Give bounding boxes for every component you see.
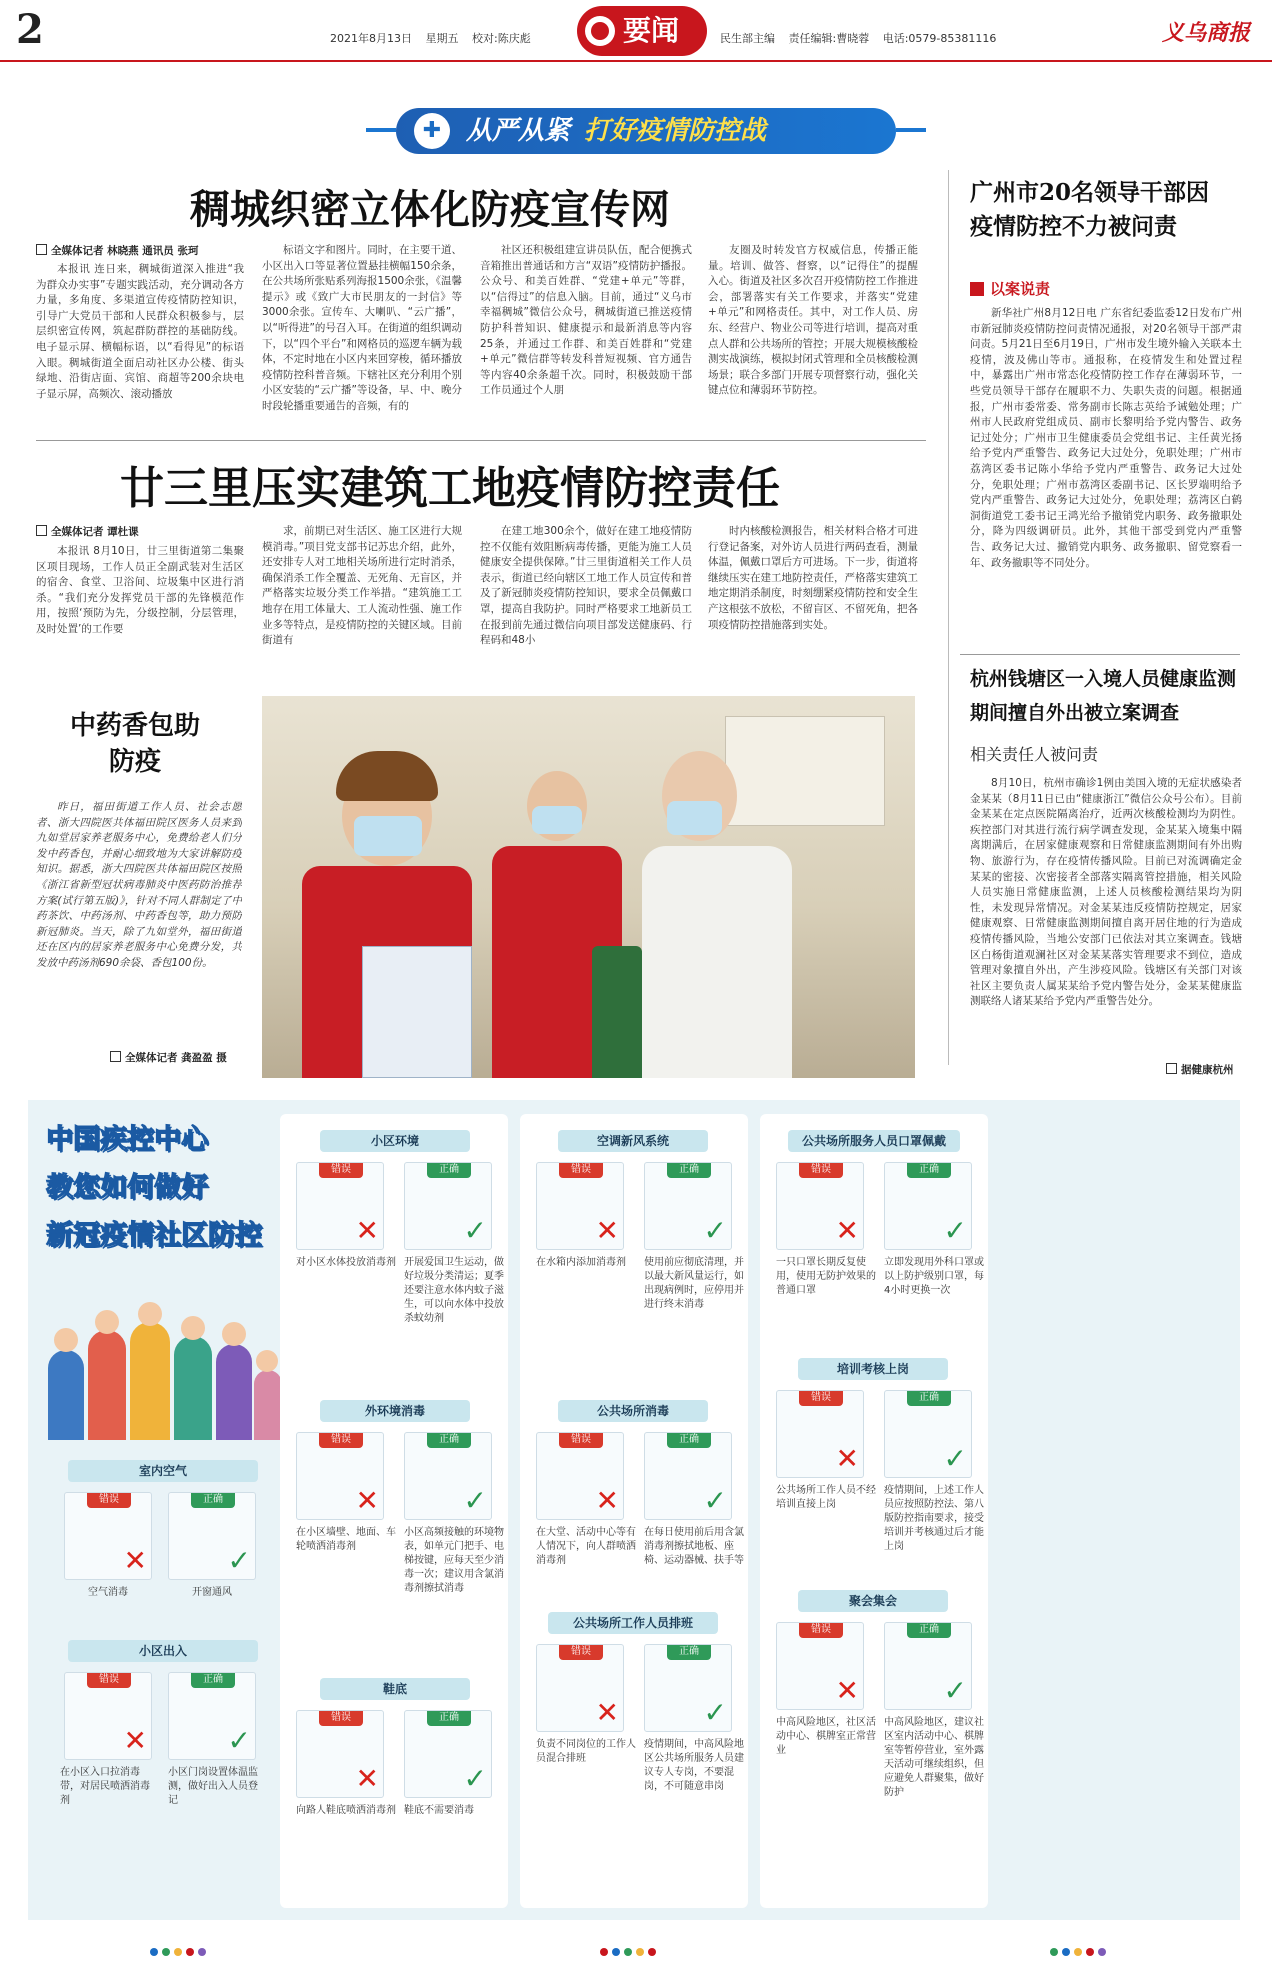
- bad-example-card: 错误 ✕: [536, 1644, 624, 1732]
- bad-caption: 向路人鞋底喷洒消毒剂: [296, 1805, 396, 1816]
- editor-dept: 民生部主编: [720, 32, 775, 45]
- cross-icon: ✕: [123, 1544, 147, 1577]
- article2-col3: 在建工地300余个，做好在建工地疫情防控不仅能有效阻断病毒传播，更能为施工人员健康安全提供保障。”廿三里街道相关工作人员表示，街道已经向辖区工地工作人员宣传和普及了新冠肺炎疫情防控知识，要求全员佩戴口罩，提高自我防护。同时严格要求工地新员工在报到前先通过微信向项目部发送健康码、行程码和48小: [480, 525, 692, 647]
- banner-part1: 从严从紧: [466, 116, 571, 146]
- check-icon: ✓: [227, 1724, 251, 1757]
- sidebar1-title: 广州市20名领导干部因疫情防控不力被问责: [970, 179, 1210, 240]
- bad-example-card: 错误 ✕: [776, 1390, 864, 1478]
- bad-example-card: 错误 ✕: [296, 1432, 384, 1520]
- good-caption: 疫情期间，中高风险地区公共场所服务人员建议专人专岗，不要混岗，不可随意串岗: [644, 1739, 744, 1792]
- bad-caption: 对小区水体投放消毒剂: [296, 1257, 396, 1268]
- bad-caption: 在大堂、活动中心等有人情况下，向人群喷洒消毒剂: [536, 1527, 636, 1566]
- column-divider: [948, 170, 949, 1065]
- wall-notice: [725, 716, 885, 826]
- person-figure: [254, 1370, 282, 1440]
- article1-col1: 本报讯 连日来，稠城街道深入推进“我为群众办实事”专题实践活动，充分调动各方力量，多角度、多渠道宣传疫情防控知识，引导广大党员干部和人民群众积极参与，层层织密宣传网，筑起群防群控的基础防线。电子显示屏、横幅标语，以“看得见”的标语入眼。稠城街道全面启动社区办公楼、街头绿地、沿街店面、宾馆、商超等200余块电子显示屏，高频次、滚动播放: [36, 263, 244, 400]
- photo-story-title: 中药香包助防疫: [69, 711, 200, 777]
- article1-col4: 友圈及时转发官方权威信息，传播正能量。培训、做答、督察，以“记得住”的提醒入心。街道及社区多次召开疫情防控工作推进会，部署落实有关工作要求，并落实“党建+单元”和网格责任。其中，对工作人员、房东、经营户、物业公司等进行培训，提高对重点人群和公共场所的管控；开展大规模核酸检测实战演练，模拟封闭式管理和全员核酸检测场景；联合多部门开展专项督察行动，强化关键点位和薄弱环节防控。: [708, 244, 918, 397]
- good-example-card: 正确 ✓: [168, 1672, 256, 1760]
- gift-bag: [362, 946, 472, 1078]
- infographic-title: 中国疾控中心 教您如何做好 新冠疫情社区防控: [46, 1124, 262, 1251]
- proofreader: 校对:陈庆彪: [472, 32, 531, 45]
- check-icon: ✓: [703, 1214, 727, 1247]
- cross-icon: ✕: [835, 1674, 859, 1707]
- cross-icon: ✕: [595, 1484, 619, 1517]
- section-indoor-air: 室内空气: [68, 1460, 258, 1482]
- section-shoe-soles: 鞋底: [320, 1678, 470, 1700]
- editor-meta: [720, 30, 1006, 46]
- page-header: [0, 0, 1272, 62]
- person-head: [54, 1328, 78, 1352]
- banner-part2: 打好疫情防控战: [584, 116, 767, 146]
- bad-example-card: 错误 ✕: [776, 1162, 864, 1250]
- good-caption: 在每日使用前后用含氯消毒剂擦拭地板、座椅、运动器械、扶手等: [644, 1527, 744, 1566]
- article2-byline: 全媒体记者 谭杜课: [36, 524, 139, 539]
- sidebar1-tag: 以案说责: [970, 278, 1050, 299]
- cross-icon: ✕: [123, 1724, 147, 1757]
- person-head: [222, 1322, 246, 1346]
- article2-col1: 本报讯 8月10日，廿三里街道第二集聚区项目现场，工作人员正全副武装对生活区的宿舍、食堂、卫浴间、垃圾集中区进行消杀。“我们充分发挥党员干部的先锋模范作用，按照‘预防为先，分级控制，分层管理，及时处置’的工作要: [36, 545, 244, 635]
- good-example-card: 正确 ✓: [644, 1162, 732, 1250]
- person-head: [95, 1310, 119, 1334]
- article2-col2: 求，前期已对生活区、施工区进行大规模消毒。”项目党支部书记苏忠介绍，此外，还安排专人对工地相关场所进行定时消杀，确保消杀工作全覆盖、无死角、无盲区，并严格落实垃圾分类工作举措。“建筑施工工地存在用工体量大、工人流动性强、施工作业多等特点，是疫情防控的关键区域。目前街道有: [262, 525, 462, 647]
- section-public-disinfection: 公共场所消毒: [558, 1400, 708, 1422]
- issue-date: 2021年8月13日: [330, 32, 412, 45]
- bad-example-card: 错误 ✕: [64, 1492, 152, 1580]
- check-icon: ✓: [703, 1484, 727, 1517]
- bad-example-card: 错误 ✕: [64, 1672, 152, 1760]
- trash-bin: [592, 946, 642, 1078]
- good-caption: 中高风险地区，建议社区室内活动中心、棋牌室等暂停营业，室外露天活动可继续组织，但应避免人群聚集，做好防护: [884, 1717, 984, 1798]
- footer-dots: [1050, 1948, 1106, 1956]
- good-caption: 小区高频接触的环境物表，如单元门把手、电梯按键，应每天至少消毒一次；建议用含氯消毒剂擦拭消毒: [404, 1527, 504, 1594]
- cross-icon: ✕: [835, 1214, 859, 1247]
- cross-icon: ✕: [595, 1214, 619, 1247]
- section-name: 要闻: [623, 14, 680, 47]
- check-icon: ✓: [463, 1484, 487, 1517]
- good-caption: 立即发现用外科口罩或以上防护级别口罩，每4小时更换一次: [884, 1257, 984, 1296]
- article2-col4: 时内核酸检测报告，相关材料合格才可进行登记备案，对外访人员进行两码查看，测量体温，佩戴口罩后方可进场。下一步，街道将继续压实在建工地防控责任，严格落实建筑工地定期消杀制度，时刻绷紧疫情防控和安全生产这根弦不放松，不留盲区、不留死角，把各项疫情防控措施落到实处。: [708, 525, 918, 631]
- footer-dots: [150, 1948, 206, 1956]
- shield-icon: ✚: [414, 113, 450, 149]
- page-footer: [0, 1936, 1272, 1971]
- person-figure: [88, 1330, 126, 1440]
- cross-icon: ✕: [595, 1696, 619, 1729]
- person-figure: [48, 1350, 84, 1440]
- bad-example-card: 错误 ✕: [296, 1162, 384, 1250]
- check-icon: ✓: [943, 1214, 967, 1247]
- divider: [960, 654, 1240, 655]
- section-ventilation: 空调新风系统: [558, 1130, 708, 1152]
- bad-caption: 一只口罩长期反复使用，使用无防护效果的普通口罩: [776, 1257, 876, 1296]
- cross-icon: ✕: [355, 1484, 379, 1517]
- section-environment: 小区环境: [320, 1130, 470, 1152]
- photo-credit: 全媒体记者 龚盈盈 摄: [110, 1050, 227, 1065]
- bad-caption: 空气消毒: [88, 1587, 128, 1598]
- person-figure: [174, 1336, 212, 1440]
- newspaper-brand: 义乌商报: [1161, 20, 1250, 46]
- check-icon: ✓: [703, 1696, 727, 1729]
- good-example-card: 正确 ✓: [884, 1622, 972, 1710]
- bad-caption: 中高风险地区，社区活动中心、棋牌室正常营业: [776, 1717, 876, 1756]
- face-mask: [354, 816, 422, 856]
- good-caption: 小区门岗设置体温监测，做好出入人员登记: [168, 1767, 258, 1806]
- duty-editor: 责任编辑:曹晓蓉: [788, 32, 870, 45]
- bad-caption: 负责不同岗位的工作人员混合排班: [536, 1739, 636, 1764]
- check-icon: ✓: [943, 1442, 967, 1475]
- person-head: [181, 1316, 205, 1340]
- good-example-card: 正确 ✓: [404, 1162, 492, 1250]
- sidebar2-subtitle: 相关责任人被问责: [970, 745, 1099, 764]
- section-logo-icon: [585, 16, 615, 46]
- sidebar1-text: 新华社广州8月12日电 广东省纪委监委12日发布广州市新冠肺炎疫情防控问责情况通报，对20名领导干部严肃问责。5月21日至6月19日，广州市发生境外输入关联本土疫情，波及佛山等市。通报称，在疫情发生和处置过程中，暴露出广州市常态化疫情防控工作存在薄弱环节，一些党员领导干部存在履职不力、失职失责的问题。根据通报，广州市委常委、常务副市长陈志英给予诫勉处理；广州市人民政府党组成员、副市长黎明给予党内警告、政务记过处分；广州市卫生健康委员会党组书记、主任黄光扬给予党内严重警告、政务记大过处分，免职处理；广州市荔湾区委书记陈小华给予党内严重警告、政务记大过处分，免职处理；广州市荔湾区委副书记、区长罗端明给予党内严重警告、政务记大过处分，免职处理；荔湾区白鹤洞街道党工委书记王鸿光给予撤销党内职务、政务撤职处分，降为四级调研员。此外，其他干部受到党内严重警告、政务记大过、撤销党内职务、政务撤职、留党察看一年、政务撤职等不同处分。: [970, 307, 1242, 569]
- person-head: [138, 1302, 162, 1326]
- elder-shirt: [642, 846, 792, 1078]
- sidebar2-text: 8月10日，杭州市确诊1例由美国入境的无症状感染者金某某（8月11日已由“健康浙江”微信公众号公布）。目前金某某在定点医院隔离治疗，近两次核酸检测均为阴性。疾控部门对其进行流行病学调查发现，金某某入境集中隔离期满后，在居家健康观察和日常健康监测期间有外出购物、旅游行为，存在疫情传播风险。目前已对流调确定金某某的密接、次密接者全部落实隔离管控措施，相关风险人员实施日常健康监测，上述人员核酸检测结果均为阴性，未发现异常情况。对金某某违反疫情防控规定，居家健康观察、日常健康监测期间擅自离开居住地的行为造成疫情传播风险，当地公安部门已依法对其立案调查。钱塘区白杨街道观澜社区对金某某落实管理要求不到位，造成管理对象擅自外出，产生涉疫风险。钱塘区有关部门对该社区主要负责人属某某给予党内警告处分，金某某健康监测联络人诸某某给予党内严重警告处分。: [970, 777, 1242, 1008]
- check-icon: ✓: [943, 1674, 967, 1707]
- bad-caption: 在小区墙壁、地面、车轮喷洒消毒剂: [296, 1527, 396, 1552]
- good-caption: 鞋底不需要消毒: [404, 1805, 474, 1816]
- good-caption: 开展爱国卫生运动，做好垃圾分类清运；夏季还要注意水体内蚊子滋生，可以向水体中投放杀蚊幼剂: [404, 1257, 504, 1324]
- campaign-banner: [396, 108, 896, 154]
- editor-phone: 电话:0579-85381116: [882, 32, 997, 45]
- divider: [36, 440, 926, 441]
- check-icon: ✓: [463, 1762, 487, 1795]
- face-mask: [532, 806, 582, 834]
- person-figure: [130, 1322, 170, 1440]
- sidebar2-title: 杭州钱塘区一入境人员健康监测期间擅自外出被立案调查: [970, 668, 1237, 724]
- issue-weekday: 星期五: [425, 32, 459, 45]
- section-staff-shifts: 公共场所工作人员排班: [548, 1612, 718, 1634]
- infographic: [28, 1100, 1240, 1920]
- bad-example-card: 错误 ✕: [296, 1710, 384, 1798]
- sidebar2-source: 据健康杭州: [1166, 1062, 1234, 1077]
- good-example-card: 正确 ✓: [404, 1710, 492, 1798]
- person-figure: [216, 1344, 252, 1440]
- photo-story-text: 昨日，福田街道工作人员、社会志愿者、浙大四院医共体福田院区医务人员来到九如堂居家养老服务中心，免费给老人们分发中药香包，并耐心细致地为大家讲解防疫知识。据悉，浙大四院医共体福田院区按照《浙江省新型冠状病毒肺炎中医药防治推荐方案(试行第五版)》，针对不同人群制定了中药茶饮、中药汤剂、中药香包等，助力预防新冠肺炎。当天，除了九如堂外，福田街道还在区内的居家养老服务中心免费分发，共发放中药汤剂690余袋、香包100份。: [36, 801, 242, 969]
- article1-title: 稠城织密立体化防疫宣传网: [190, 186, 670, 233]
- bad-caption: 公共场所工作人员不经培训直接上岗: [776, 1485, 876, 1510]
- bad-caption: 在水箱内添加消毒剂: [536, 1257, 626, 1268]
- section-training: 培训考核上岗: [798, 1358, 948, 1380]
- good-example-card: 正确 ✓: [884, 1162, 972, 1250]
- section-gatherings: 聚会集会: [798, 1590, 948, 1612]
- news-photo: [262, 696, 915, 1078]
- good-caption: 疫情期间，上述工作人员应按照防控法、第八版防控指南要求，接受培训并考核通过后才能上岗: [884, 1485, 984, 1552]
- bad-example-card: 错误 ✕: [536, 1162, 624, 1250]
- article1-col3: 社区还积极组建宣讲员队伍，配合便携式音箱推出普通话和方言“双语”疫情防护播报。公众号、和美百姓群、“党建+单元”等群，以“信得过”的信息入脑。目前，通过“义乌市幸福稠城”微信公众号，稠城街道已推送疫情防护科普知识、健康提示和最新消息等内容25条，并通过工作群、和美百姓群和“党建+单元”微信群等转发科普短视频、官方通告等内容40余条超千次。同时，积极鼓励干部工作员通过个人朋: [480, 244, 692, 397]
- person-head: [256, 1350, 278, 1372]
- good-example-card: 正确 ✓: [168, 1492, 256, 1580]
- article1-byline: 全媒体记者 林晓燕 通讯员 张珂: [36, 243, 198, 258]
- cross-icon: ✕: [835, 1442, 859, 1475]
- bad-example-card: 错误 ✕: [536, 1432, 624, 1520]
- section-badge: [577, 6, 707, 56]
- article2-title: 廿三里压实建筑工地疫情防控责任: [120, 463, 780, 514]
- section-outdoor: 外环境消毒: [320, 1400, 470, 1422]
- footer-dots: [600, 1948, 656, 1956]
- check-icon: ✓: [227, 1544, 251, 1577]
- good-example-card: 正确 ✓: [404, 1432, 492, 1520]
- good-caption: 开窗通风: [192, 1587, 232, 1598]
- section-masks: 公共场所服务人员口罩佩戴: [788, 1130, 960, 1152]
- cross-icon: ✕: [355, 1214, 379, 1247]
- good-example-card: 正确 ✓: [644, 1432, 732, 1520]
- cross-icon: ✕: [355, 1762, 379, 1795]
- good-example-card: 正确 ✓: [644, 1644, 732, 1732]
- article1-col2: 标语文字和图片。同时，在主要干道、小区出入口等显著位置悬挂横幅150余条，在公共场所张贴系列海报1500余张，《温馨提示》或《致广大市民朋友的一封信》等3000余张。宣传车、大喇叭、“云广播”，以“听得进”的号召入耳。在街道的组织调动下，以“四个平台”和网格员的巡逻车辆为载体，不定时地在小区内来回穿梭，循环播放疫情防控科普音频。下辖社区充分利用个别小区安装的“云广播”等设备，早、中、晚分时段轮播重要通告的音频，有的: [262, 244, 462, 412]
- woman-hair: [336, 751, 438, 801]
- page-number: 2: [16, 6, 44, 53]
- good-example-card: 正确 ✓: [884, 1390, 972, 1478]
- issue-meta: [330, 30, 541, 46]
- check-icon: ✓: [463, 1214, 487, 1247]
- bad-example-card: 错误 ✕: [776, 1622, 864, 1710]
- crowd-illustration: [42, 1290, 282, 1440]
- good-caption: 使用前应彻底清理，并以最大新风量运行，如出现病例时，应停用并进行终末消毒: [644, 1257, 744, 1310]
- bad-caption: 在小区入口拉消毒带，对居民喷洒消毒剂: [60, 1767, 150, 1806]
- section-entrance: 小区出入: [68, 1640, 258, 1662]
- face-mask: [667, 801, 722, 835]
